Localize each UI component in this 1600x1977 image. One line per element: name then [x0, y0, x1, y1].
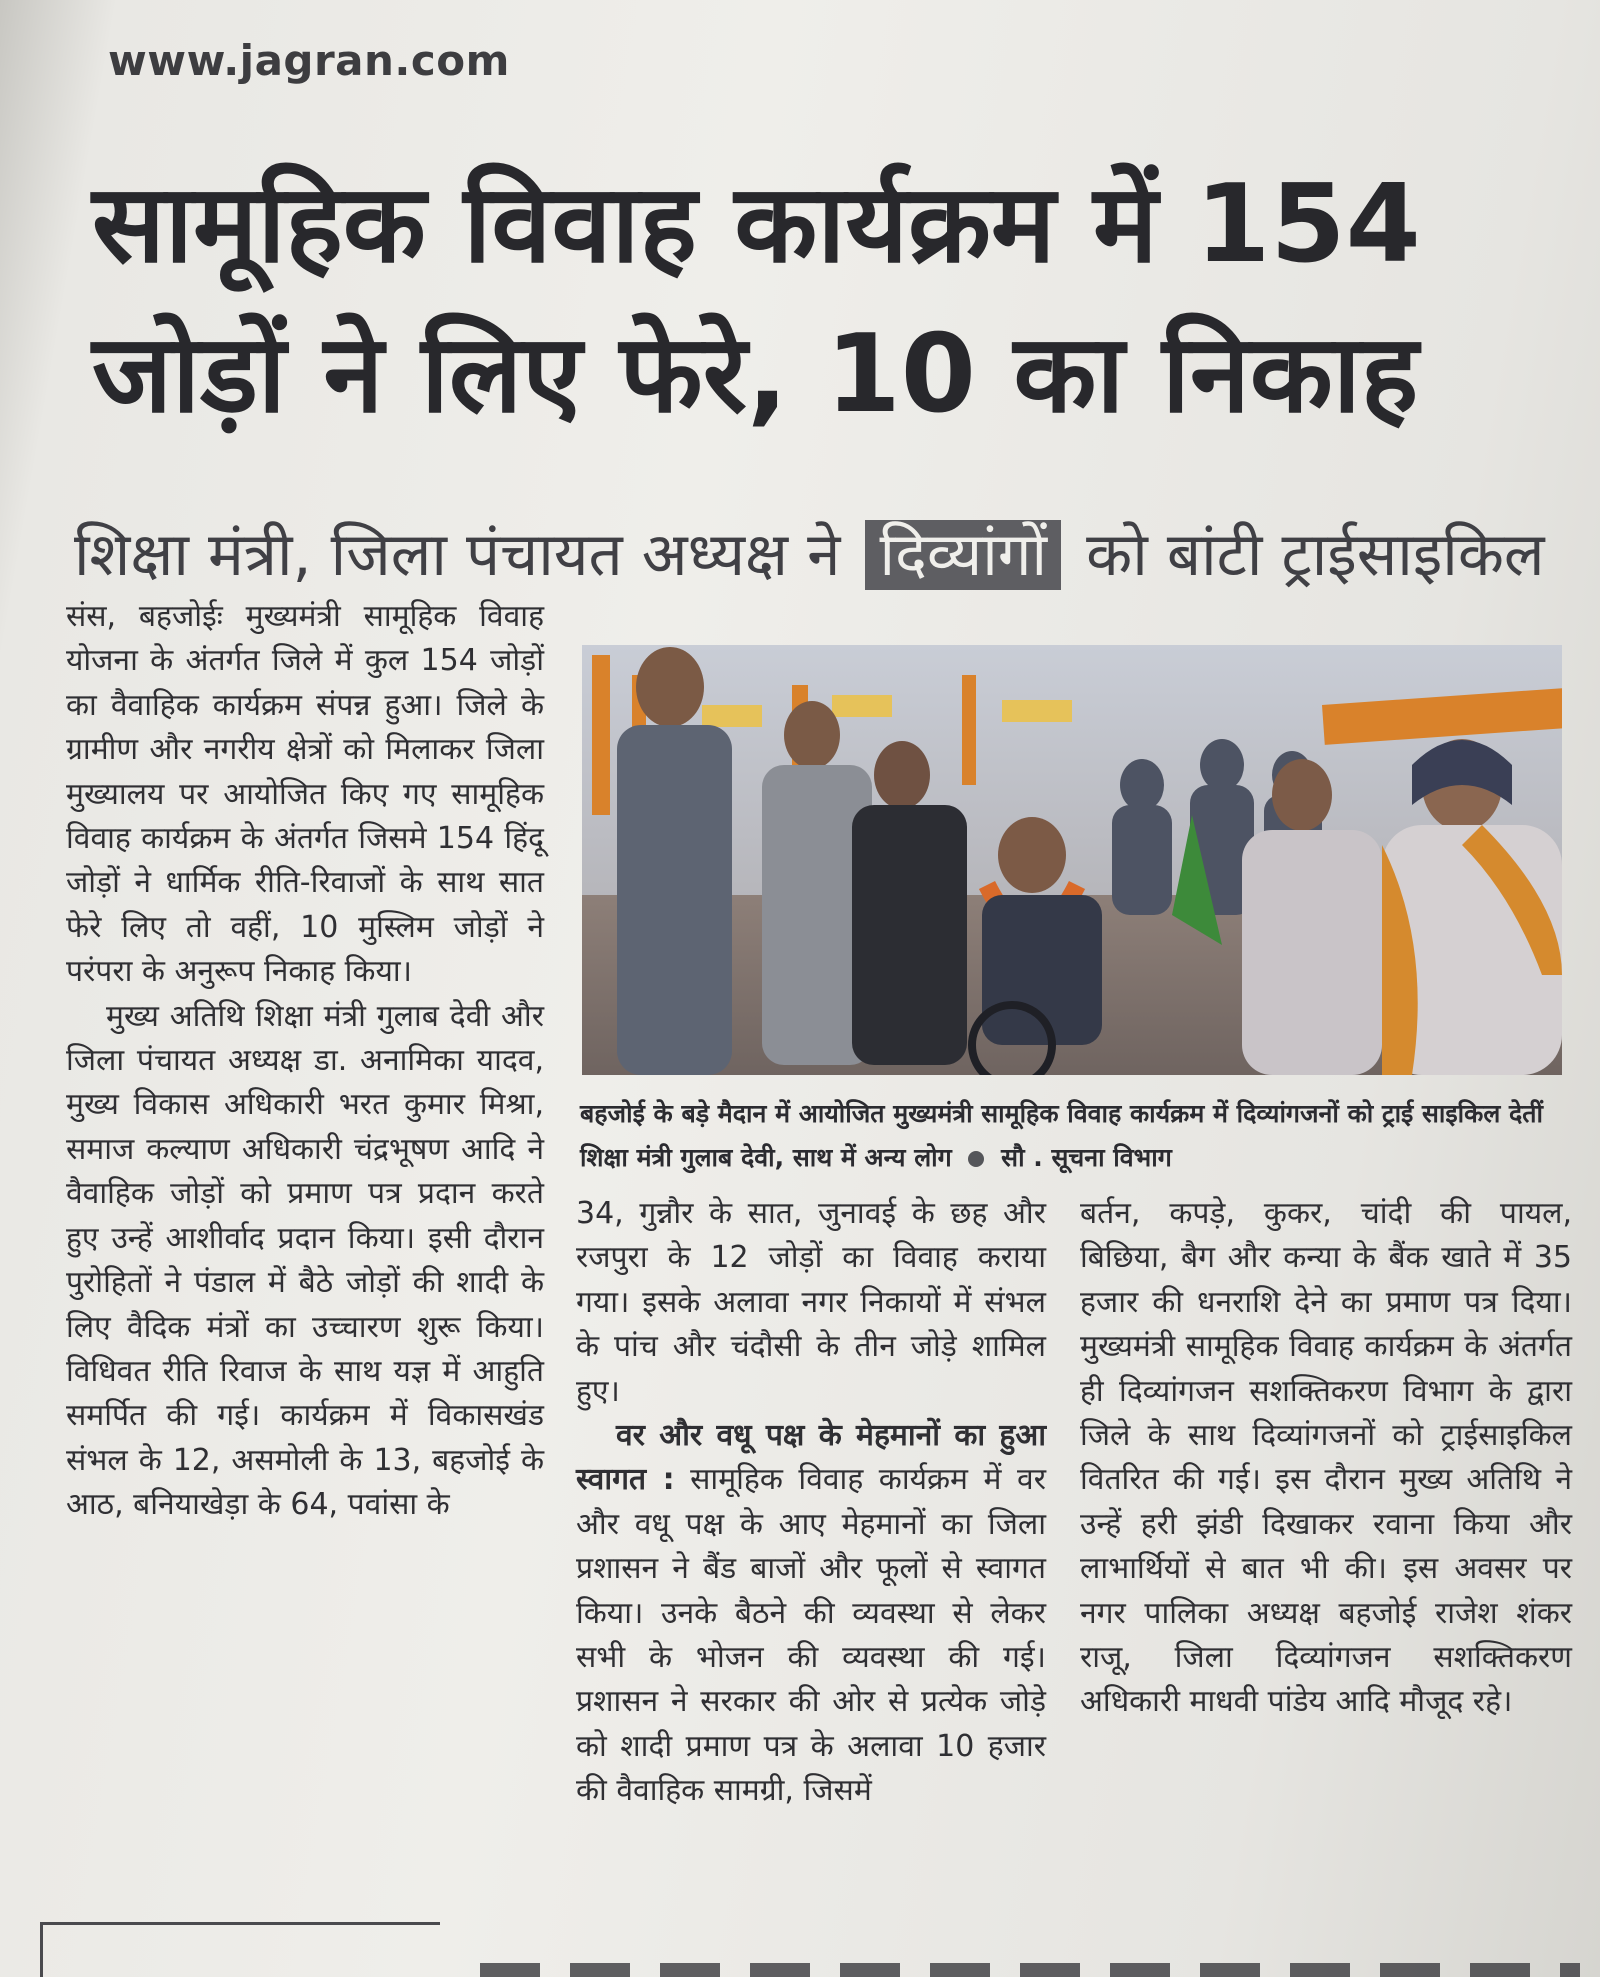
subhead-highlight: दिव्यांगों — [865, 520, 1061, 590]
headline — [92, 150, 1552, 450]
photo-illustration — [582, 645, 1562, 1075]
paragraph — [576, 1414, 1046, 1814]
site-url: www.jagran.com — [108, 36, 510, 85]
credit-bullet-icon — [968, 1151, 984, 1167]
news-photo — [582, 645, 1562, 1075]
box-rule — [40, 1922, 440, 1925]
subhead-text-before: शिक्षा मंत्री, जिला पंचायत अध्यक्ष ने — [74, 520, 841, 590]
subhead-text-after: को बांटी ट्राईसाइकिल — [1086, 520, 1545, 590]
article-column-2 — [576, 1192, 1046, 1814]
caption-text: बहजोई के बड़े मैदान में आयोजित मुख्यमंत्री सामूहिक विवाह कार्यक्रम में दिव्यांगजनों को ट्राई साइकिल देतीं शिक्षा मंत्री गुलाब देवी, साथ में अन्य लोग — [580, 1099, 1544, 1172]
headline-line-2: जोड़ों ने लिए फेरे, 10 का निकाह — [92, 312, 1419, 437]
photo-credit: सौ . सूचना विभाग — [1001, 1143, 1172, 1172]
box-rule — [40, 1922, 43, 1977]
photo-caption — [580, 1092, 1570, 1180]
headline-line-1: सामूहिक विवाह कार्यक्रम में 154 — [92, 162, 1421, 287]
subheadline — [74, 515, 1574, 595]
paragraph: संस, बहजोईः मुख्यमंत्री सामूहिक विवाह योजना के अंतर्गत जिले में कुल 154 जोड़ों का वैवाहिक कार्यक्रम संपन्न हुआ। जिले के ग्रामीण और नगरीय क्षेत्रों को मिलाकर जिला मुख्यालय पर आयोजित किए गए सामूहिक विवाह कार्यक्रम के अंतर्गत जिसमे 154 हिंदू जोड़ों ने धार्मिक रीति-रिवाजों के साथ सात फेरे लिए तो वहीं, 10 मुस्लिम जोड़ों ने परंपरा के अनुरूप निकाह किया। — [66, 599, 544, 990]
paragraph: 34, गुन्नौर के सात, जुनावई के छह और रजपुरा के 12 जोड़ों का विवाह कराया गया। इसके अलावा नगर निकायों में संभल के पांच और चंदौसी के तीन जोड़े शामिल हुए। — [576, 1196, 1046, 1409]
paragraph: बर्तन, कपड़े, कुकर, चांदी की पायल, बिछिया, बैग और कन्या के बैंक खाते में 35 हजार की धनराशि देने का प्रमाण पत्र दिया। मुख्यमंत्री सामूहिक विवाह कार्यक्रम के अंतर्गत ही दिव्यांगजन सशक्तिकरण विभाग के द्वारा जिले के साथ दिव्यांगजनों को ट्राईसाइकिल वितरित की गई। इस दौरान मुख्य अतिथि ने उन्हें हरी झंडी दिखाकर रवाना किया और लाभार्थियों से बात भी की। इस अवसर पर नगर पालिका अध्यक्ष बहजोई राजेश शंकर राजू, जिला दिव्यांगजन सशक्तिकरण अधिकारी माधवी पांडेय आदि मौजूद रहे। — [1080, 1196, 1572, 1720]
paragraph: मुख्य अतिथि शिक्षा मंत्री गुलाब देवी और जिला पंचायत अध्यक्ष डा. अनामिका यादव, मुख्य विकास अधिकारी भरत कुमार मिश्रा, समाज कल्याण अधिकारी चंद्रभूषण आदि ने वैवाहिक जोड़ों को प्रमाण पत्र प्रदान करते हुए उन्हें आशीर्वाद प्रदान किया। इसी दौरान पुरोहितों ने पंडाल में बैठे जोड़ों की शादी के लिए वैदिक मंत्रों का उच्चारण शुरू किया। विधिवत रीति रिवाज के साथ यज्ञ में आहुति समर्पित की गई। कार्यक्रम में विकासखंड संभल के 12, असमोली के 13, बहजोई के आठ, बनियाखेड़ा के 64, पवांसा के — [66, 998, 544, 1523]
paragraph-text: सामूहिक विवाह कार्यक्रम में वर और वधू पक्ष के आए मेहमानों का जिला प्रशासन ने बैंड बाजों और फूलों से स्वागत किया। उनके बैठने की व्यवस्था से लेकर सभी के भोजन की व्यवस्था की गई। प्रशासन ने सरकार की ओर से प्रत्येक जोड़े को शादी प्रमाण पत्र के अलावा 10 हजार की वैवाहिक सामग्री, जिसमें — [576, 1462, 1046, 1809]
article-column-3 — [1080, 1192, 1572, 1725]
next-article-cutoff — [480, 1950, 1580, 1977]
article-column-1 — [66, 595, 544, 1528]
subheading: वर और वधू पक्ष के मेहमानों का हुआ स्वागत : — [576, 1418, 1046, 1498]
